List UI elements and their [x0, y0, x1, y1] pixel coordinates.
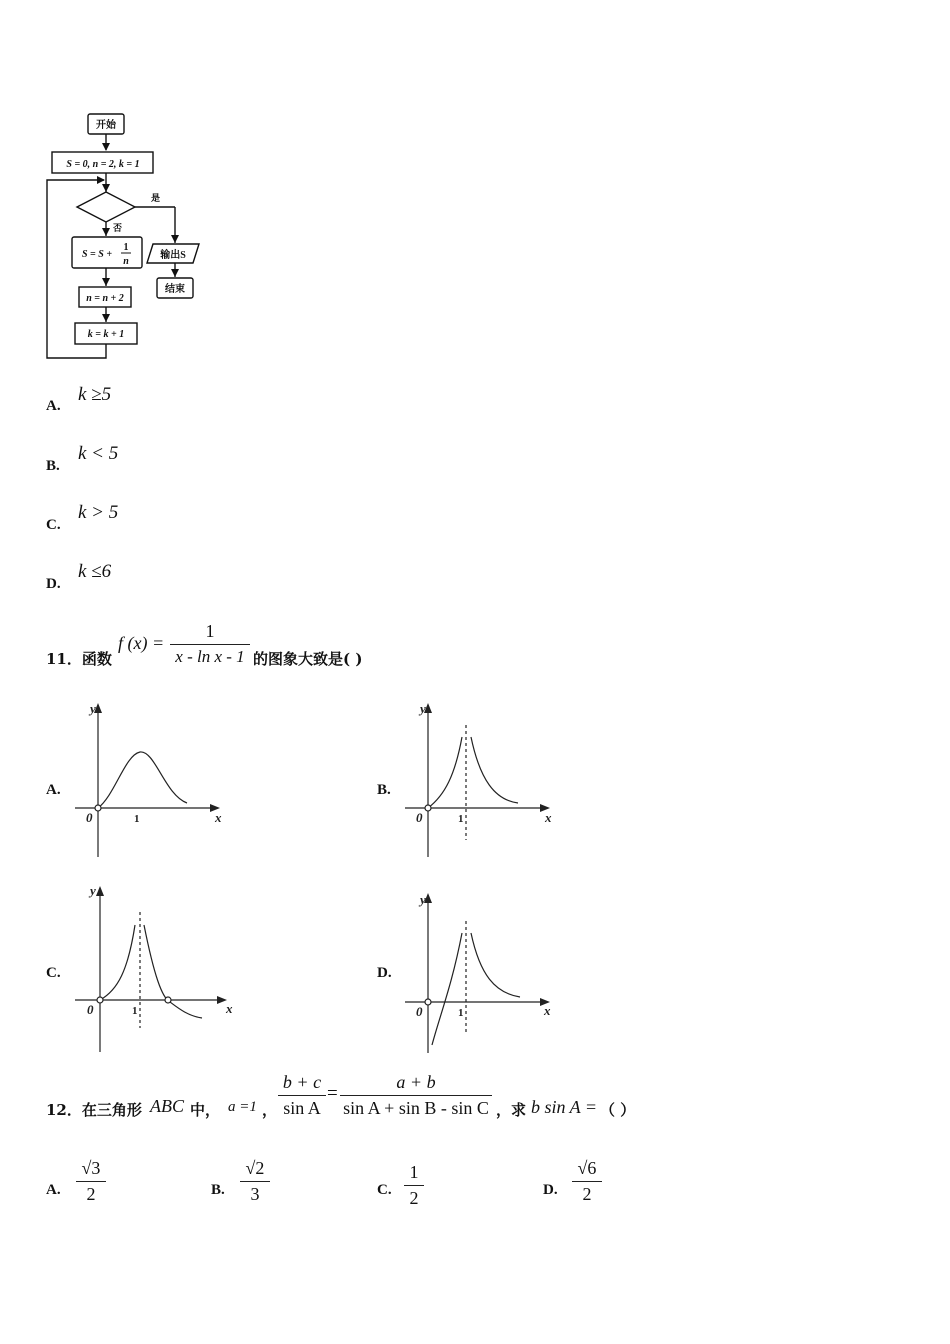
flowchart-n-text: n = n + 2	[86, 293, 124, 304]
q12-paren: （ ）	[600, 1101, 636, 1119]
q11-graph-b-y-label: y	[420, 701, 426, 716]
q11-graph-d-origin: 0	[416, 1004, 423, 1019]
q11-graph-d-label: D.	[377, 965, 392, 981]
q11-graph-b-label: B.	[377, 782, 391, 798]
q12-option-c-fraction	[404, 1162, 424, 1209]
flowchart-sum-den: n	[123, 256, 129, 267]
q11-graph-b-curve-right	[471, 737, 518, 803]
flowchart-decision	[77, 192, 135, 222]
q12-a-eq: a =1	[228, 1099, 257, 1115]
q12-option-a-num: √3	[76, 1158, 106, 1182]
q10-option-a-label: A.	[46, 398, 61, 414]
q11-graph-d-origin-hole	[425, 999, 431, 1005]
q11-graph-d-x-label: x	[544, 1003, 551, 1018]
q12-ask: ，求	[496, 1101, 527, 1119]
q11-graph-a-origin: 0	[86, 810, 93, 825]
q12-option-b-label: B.	[211, 1182, 225, 1198]
flowchart	[0, 0, 260, 370]
q10-option-c-expr: k > 5	[78, 502, 119, 523]
q12-option-d-fraction	[572, 1158, 602, 1205]
q12-option-b-den: 3	[250, 1184, 260, 1204]
flowchart-yes-label: 是	[151, 193, 161, 203]
q12-option-d-num: √6	[572, 1158, 602, 1182]
q11-graph-c-label: C.	[46, 965, 61, 981]
q12-triangle-name: ABC	[150, 1096, 184, 1116]
q11-graph-c-zero-hole	[165, 997, 171, 1003]
q11-graph-a	[70, 695, 240, 865]
flowchart-no-label: 否	[113, 223, 123, 233]
q12-option-c-den: 2	[409, 1188, 419, 1208]
q12-option-b-num: √2	[240, 1158, 270, 1182]
q11-graph-d-curve-left	[432, 933, 462, 1045]
q11-graph-b-curve-left	[428, 737, 462, 808]
q11-graph-a-label: A.	[46, 782, 61, 798]
flowchart-end-text: 结束	[165, 284, 185, 295]
q11-graph-c-y-label: y	[90, 883, 96, 898]
flowchart-sum-num: 1	[123, 242, 129, 253]
q12-fraction-2-num: a + b	[340, 1072, 492, 1096]
q12-option-c-num: 1	[404, 1162, 424, 1186]
q12-option-b-fraction	[240, 1158, 270, 1205]
q12-fraction-2-den: sin A + sin B - sin C	[343, 1098, 489, 1118]
q11-graph-c-origin: 0	[87, 1002, 94, 1017]
q12-fraction-1-num: b + c	[278, 1072, 326, 1096]
q12-option-d-label: D.	[543, 1182, 558, 1198]
flowchart-k-text: k = k + 1	[87, 329, 125, 340]
q11-prefix: 11．函数	[46, 650, 112, 668]
flowchart-output-text: 输出S	[160, 250, 186, 261]
q12-comma: ，	[262, 1101, 278, 1119]
q10-option-a-expr: k ≥5	[78, 384, 112, 405]
q12-option-c-label: C.	[377, 1182, 392, 1198]
flowchart-sum-text: S = S +	[82, 249, 113, 260]
q11-graph-c-x-label: x	[226, 1001, 233, 1016]
q11-graph-b-x-label: x	[545, 810, 552, 825]
q11-func-den: x - ln x - 1	[175, 647, 245, 666]
q12-fraction-1	[278, 1072, 326, 1119]
q11-graph-b	[400, 695, 570, 865]
q10-option-b-label: B.	[46, 458, 60, 474]
q12-fraction-1-den: sin A	[283, 1098, 321, 1118]
q11-func-left: f (x) =	[118, 633, 165, 653]
q11-graph-c	[70, 880, 240, 1055]
q11-graph-b-origin-hole	[425, 805, 431, 811]
flowchart-init-text: S = 0, n = 2, k = 1	[66, 159, 140, 170]
q11-graph-d-curve-right	[471, 933, 520, 997]
q11-graph-b-tick-1: 1	[458, 813, 464, 825]
q11-graph-b-origin: 0	[416, 810, 423, 825]
flowchart-start-text: 开始	[96, 120, 116, 131]
q12-fraction-2	[340, 1072, 492, 1119]
q12-option-a-label: A.	[46, 1182, 61, 1198]
q10-option-d-expr: k ≤6	[78, 561, 112, 582]
q11-func-fraction	[170, 621, 250, 667]
q11-graph-a-tick-1: 1	[134, 813, 140, 825]
q11-graph-a-x-label: x	[215, 810, 222, 825]
q11-graph-d-tick-1: 1	[458, 1007, 464, 1019]
q10-option-d-label: D.	[46, 576, 61, 592]
q10-option-c-label: C.	[46, 517, 61, 533]
q11-graph-d-y-label: y	[420, 892, 426, 907]
q12-target: b sin A =	[531, 1097, 597, 1117]
q12-equals: =	[327, 1083, 338, 1104]
q11-func-num: 1	[170, 621, 250, 645]
q12-option-a-den: 2	[86, 1184, 96, 1204]
q11-graph-c-tick-1: 1	[132, 1005, 138, 1017]
q11-graph-d	[400, 885, 570, 1055]
q11-graph-c-curve-left	[100, 925, 135, 1000]
q11-graph-c-origin-hole	[97, 997, 103, 1003]
q12-option-d-den: 2	[582, 1184, 592, 1204]
q11-graph-c-curve-right	[144, 925, 202, 1018]
q11-graph-a-origin-hole	[95, 805, 101, 811]
q11-suffix: 的图象大致是( )	[253, 650, 363, 668]
q11-graph-a-curve	[98, 752, 187, 808]
q12-mid: 中，	[190, 1101, 221, 1119]
q12-option-a-fraction	[76, 1158, 106, 1205]
q12-prefix: 12．在三角形	[46, 1101, 142, 1119]
q10-option-b-expr: k < 5	[78, 443, 119, 464]
q11-graph-a-y-label: y	[90, 701, 96, 716]
